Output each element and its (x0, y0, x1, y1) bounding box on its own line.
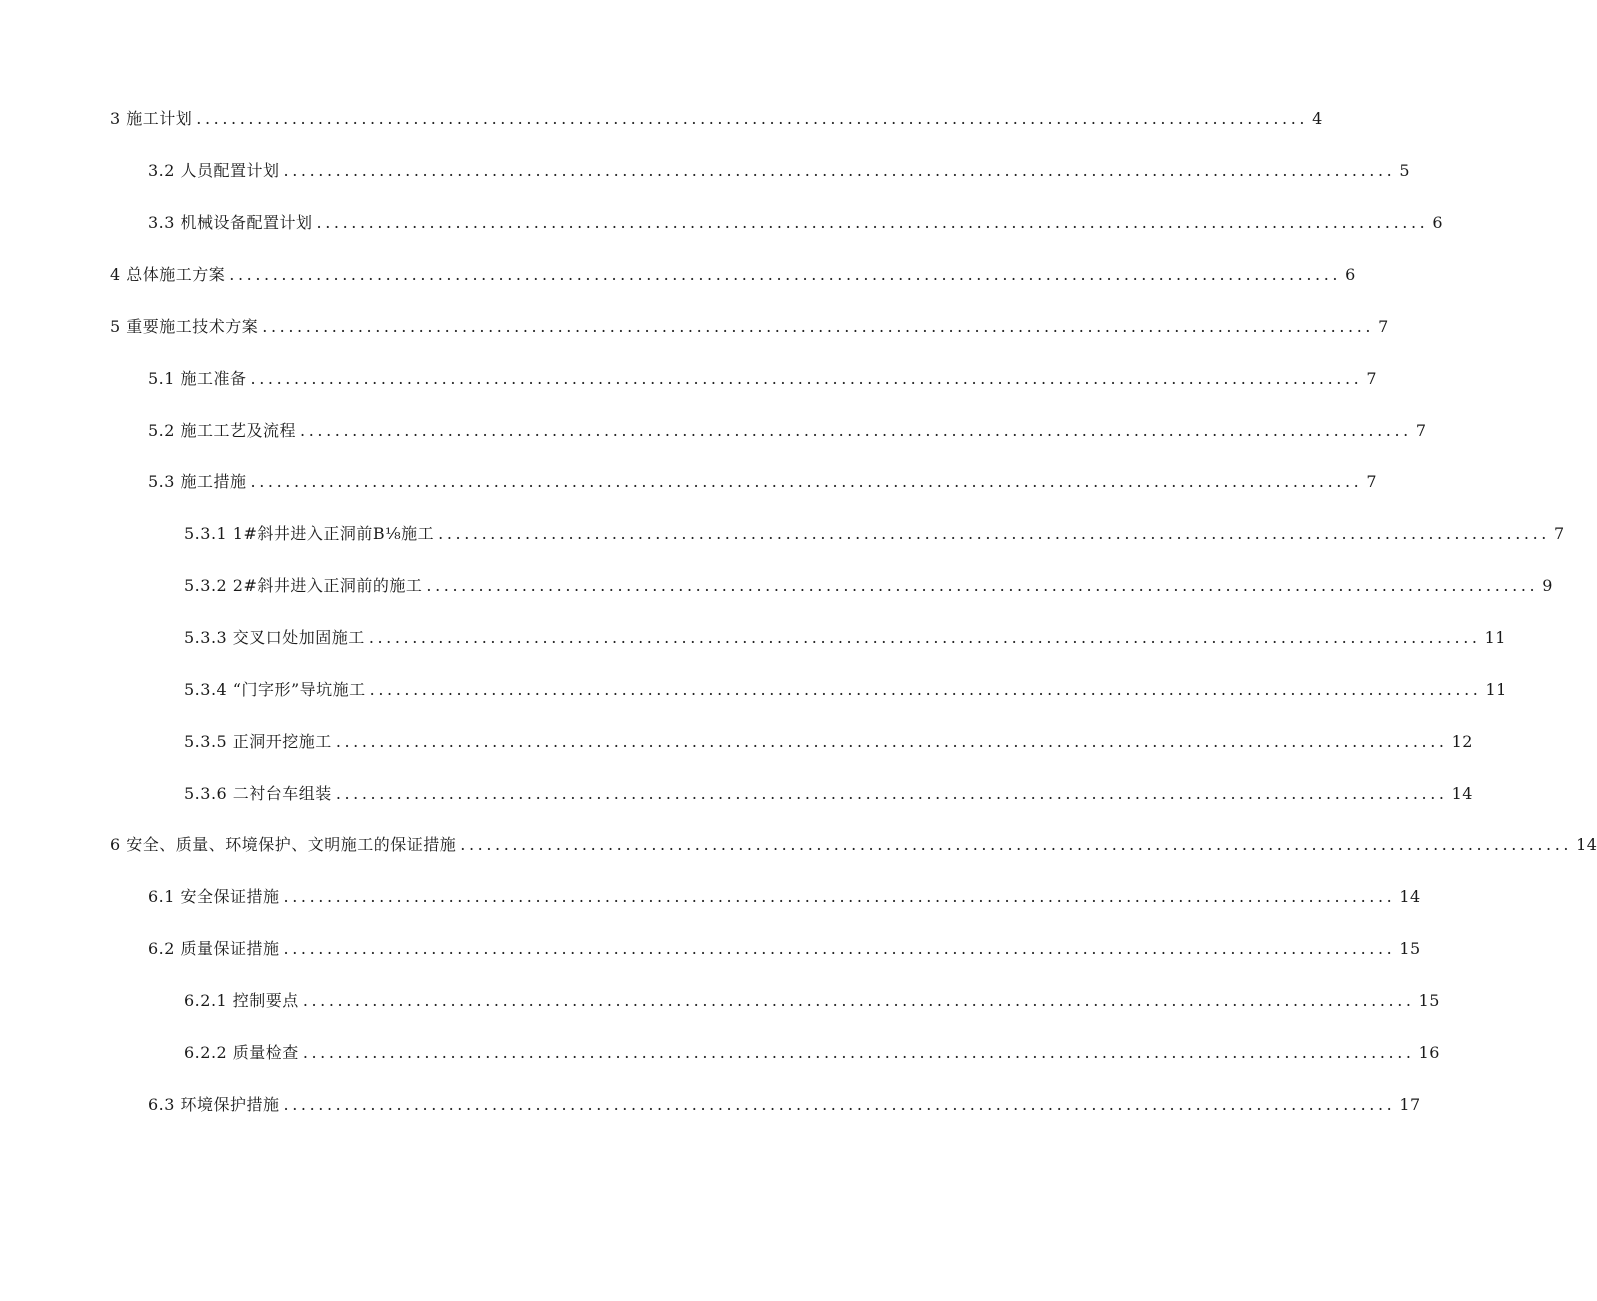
toc-entry-title: 5.3.2 2#斜井进入正洞前的施工 (184, 576, 423, 595)
toc-leader-dots: ................................................................................................................................ (316, 213, 1429, 232)
toc-entry[interactable] (184, 1038, 1440, 1068)
toc-entry-title: 6 安全、质量、环境保护、文明施工的保证措施 (110, 835, 457, 854)
toc-entry-page: 7 (1366, 369, 1378, 388)
toc-entry[interactable] (148, 364, 1378, 394)
toc-entry-title: 4 总体施工方案 (110, 265, 226, 284)
toc-leader-dots: ................................................................................................................................ (369, 680, 1482, 699)
toc-leader-dots: ................................................................................................................................ (302, 991, 1415, 1010)
toc-entry-title: 3 施工计划 (110, 109, 193, 128)
toc-entry-title: 3.3 机械设备配置计划 (148, 213, 313, 232)
toc-entry-title: 3.2 人员配置计划 (148, 161, 280, 180)
toc-entry-title: 5 重要施工技术方案 (110, 317, 259, 336)
toc-entry-page: 4 (1312, 109, 1323, 128)
toc-leader-dots: ................................................................................................................................ (300, 421, 1412, 440)
toc-entry-page: 14 (1576, 835, 1597, 854)
toc-entry[interactable] (148, 416, 1427, 446)
toc-entry[interactable] (184, 727, 1473, 757)
toc-entry-page: 12 (1451, 732, 1473, 751)
toc-leader-dots: ................................................................................................................................ (283, 939, 1396, 958)
toc-entry[interactable] (148, 156, 1411, 186)
toc-entry-page: 11 (1485, 680, 1507, 699)
toc-leader-dots: ................................................................................................................................ (250, 369, 1363, 388)
toc-entry-title: 6.1 安全保证措施 (148, 887, 280, 906)
toc-entry-title: 5.1 施工准备 (148, 369, 247, 388)
toc-entry-page: 16 (1418, 1043, 1440, 1062)
toc-leader-dots: ................................................................................................................................ (335, 784, 1448, 803)
toc-leader-dots: ................................................................................................................................ (262, 317, 1375, 336)
toc-entry-title: 6.2.2 质量检查 (184, 1043, 299, 1062)
toc-entry-page: 7 (1415, 421, 1427, 440)
toc-entry-page: 7 (1366, 472, 1378, 491)
toc-entry[interactable] (110, 260, 1356, 290)
toc-entry-page: 6 (1345, 265, 1356, 284)
toc-entry[interactable] (184, 571, 1553, 601)
toc-entry-page: 9 (1542, 576, 1553, 595)
toc-entry-page: 7 (1553, 524, 1565, 543)
toc-entry-page: 6 (1432, 213, 1444, 232)
toc-entry-title: 6.2.1 控制要点 (184, 991, 299, 1010)
toc-entry[interactable] (148, 882, 1421, 912)
toc-entry-page: 17 (1399, 1095, 1421, 1114)
toc-entry-title: 5.3.1 1#斜井进入正洞前B⅛施工 (184, 524, 435, 543)
toc-entry-page: 15 (1399, 939, 1421, 958)
toc-entry-title: 5.3.4 “门字形”导坑施工 (184, 680, 366, 699)
toc-entry[interactable] (184, 779, 1473, 809)
toc-entry-title: 5.3.5 正洞开挖施工 (184, 732, 332, 751)
toc-entry-title: 6.3 环境保护措施 (148, 1095, 280, 1114)
toc-entry-page: 7 (1378, 317, 1389, 336)
toc-entry[interactable] (148, 934, 1421, 964)
toc-leader-dots: ................................................................................................................................ (368, 628, 1481, 647)
toc-leader-dots: ................................................................................................................................ (283, 887, 1396, 906)
toc-leader-dots: ................................................................................................................................ (283, 161, 1396, 180)
toc-entry[interactable] (148, 1090, 1421, 1120)
toc-entry-page: 11 (1484, 628, 1506, 647)
toc-entry[interactable] (110, 312, 1389, 342)
toc-leader-dots: ................................................................................................................................ (229, 265, 1342, 284)
toc-leader-dots: ................................................................................................................................ (283, 1095, 1396, 1114)
toc-entry-title: 5.3.6 二衬台车组装 (184, 784, 332, 803)
toc-leader-dots: ................................................................................................................................ (426, 576, 1539, 595)
toc-leader-dots: ................................................................................................................................ (302, 1043, 1415, 1062)
toc-entry[interactable] (184, 623, 1506, 653)
toc-leader-dots: ................................................................................................................................ (335, 732, 1448, 751)
toc-entry-page: 14 (1399, 887, 1421, 906)
toc-entry-title: 5.2 施工工艺及流程 (148, 421, 297, 440)
toc-entry-page: 15 (1418, 991, 1440, 1010)
toc-entry[interactable] (148, 208, 1444, 238)
toc-leader-dots: ................................................................................................................................ (460, 835, 1573, 854)
toc-entry-title: 5.3 施工措施 (148, 472, 247, 491)
toc-entry-page: 14 (1451, 784, 1473, 803)
toc-entry[interactable] (184, 519, 1565, 549)
toc-entry-title: 5.3.3 交叉口处加固施工 (184, 628, 365, 647)
toc-entry[interactable] (148, 467, 1378, 497)
toc-entry[interactable] (110, 830, 1597, 860)
toc-entry[interactable] (110, 104, 1323, 134)
toc-leader-dots: ................................................................................................................................ (438, 524, 1550, 543)
toc-leader-dots: ................................................................................................................................ (196, 109, 1309, 128)
toc-leader-dots: ................................................................................................................................ (250, 472, 1363, 491)
toc-entry[interactable] (184, 675, 1507, 705)
toc-entry[interactable] (184, 986, 1440, 1016)
toc-entry-page: 5 (1399, 161, 1411, 180)
toc-entry-title: 6.2 质量保证措施 (148, 939, 280, 958)
